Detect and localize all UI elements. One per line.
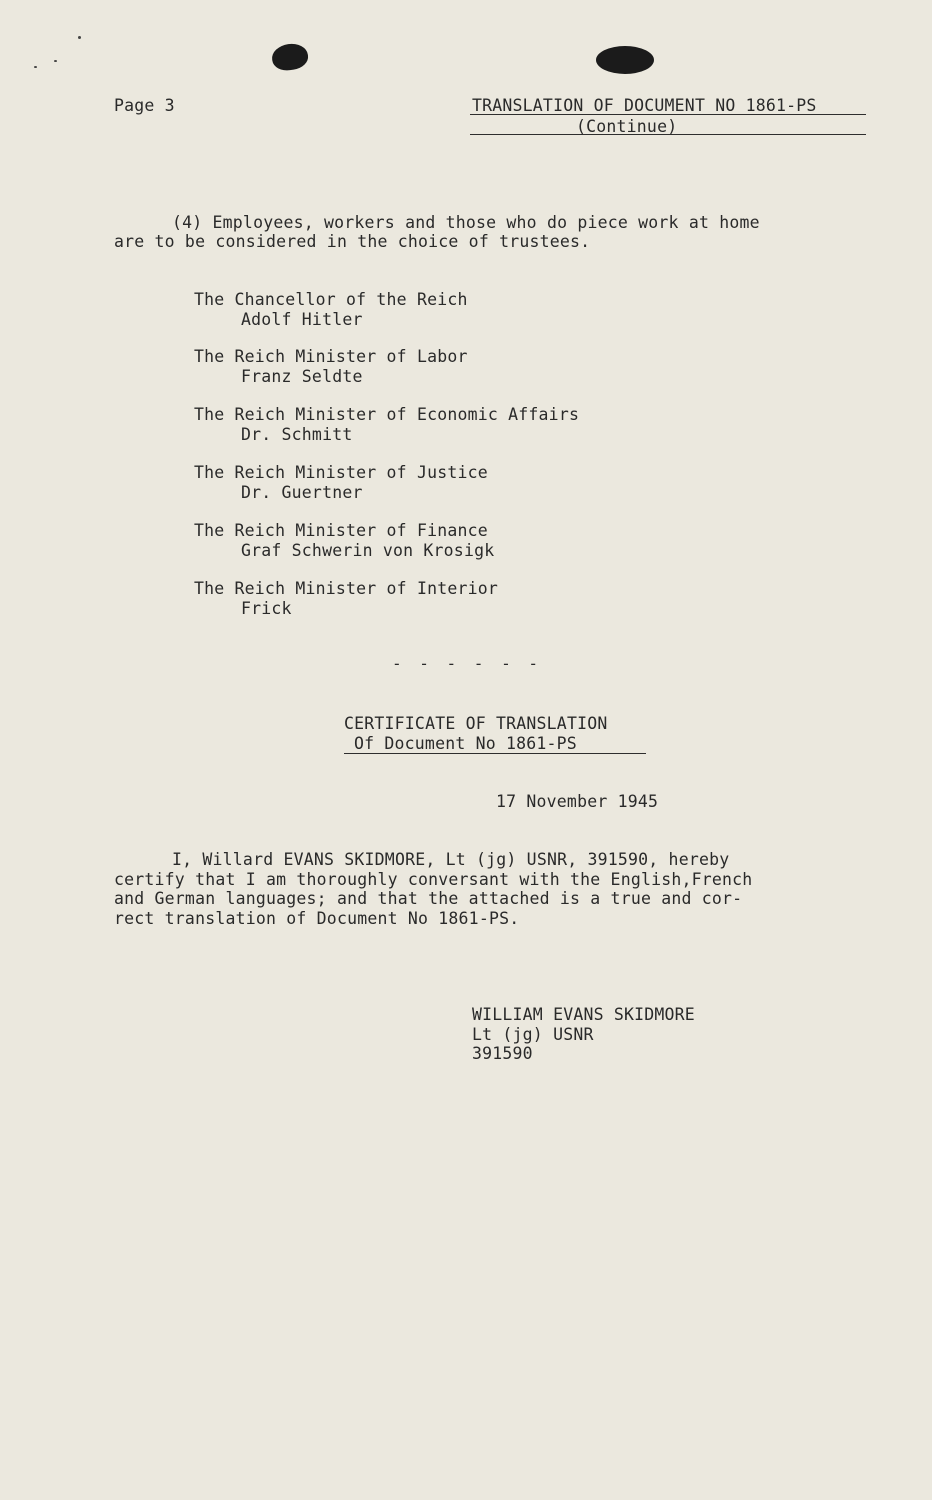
signatory-name: Franz Seldte	[241, 367, 363, 386]
certificate-subtitle: Of Document No 1861-PS	[354, 734, 577, 753]
signature-number: 391590	[472, 1044, 533, 1063]
signatory-role: The Reich Minister of Labor	[194, 347, 468, 366]
signatory-name: Dr. Guertner	[241, 483, 363, 502]
signatory-name: Graf Schwerin von Krosigk	[241, 541, 495, 560]
punch-hole-right	[596, 46, 654, 74]
title-underline	[470, 114, 866, 115]
certificate-underline	[344, 753, 646, 754]
signature-name: WILLIAM EVANS SKIDMORE	[472, 1005, 695, 1024]
certificate-date: 17 November 1945	[496, 792, 659, 811]
paragraph-line-1: (4) Employees, workers and those who do piece work at home	[172, 213, 760, 232]
signatory-role: The Reich Minister of Finance	[194, 521, 488, 540]
ink-speck	[34, 66, 37, 68]
document-subtitle: (Continue)	[576, 117, 678, 136]
ink-speck	[54, 60, 57, 62]
signatory-name: Adolf Hitler	[241, 310, 363, 329]
signatory-role: The Reich Minister of Justice	[194, 463, 488, 482]
signatory-role: The Reich Minister of Interior	[194, 579, 499, 598]
page-label: Page 3	[114, 96, 175, 115]
document-title: TRANSLATION OF DOCUMENT NO 1861-PS	[472, 96, 817, 115]
signatory-role: The Reich Minister of Economic Affairs	[194, 405, 580, 424]
signatory-role: The Chancellor of the Reich	[194, 290, 468, 309]
ink-speck	[78, 36, 81, 39]
punch-hole-left	[270, 42, 309, 73]
section-separator: - - - - - -	[392, 654, 542, 673]
certificate-text-line-2: certify that I am thoroughly conversant with the English,French	[114, 870, 753, 889]
signatory-name: Frick	[241, 599, 292, 618]
certificate-text-line-3: and German languages; and that the attached is a true and cor-	[114, 889, 743, 908]
signature-rank: Lt (jg) USNR	[472, 1025, 594, 1044]
signatory-name: Dr. Schmitt	[241, 425, 353, 444]
subtitle-underline	[470, 134, 866, 135]
certificate-text-line-4: rect translation of Document No 1861-PS.	[114, 909, 520, 928]
paragraph-line-2: are to be considered in the choice of trustees.	[114, 232, 591, 251]
certificate-title: CERTIFICATE OF TRANSLATION	[344, 714, 608, 733]
certificate-text-line-1: I, Willard EVANS SKIDMORE, Lt (jg) USNR, 391590, hereby	[172, 850, 730, 869]
